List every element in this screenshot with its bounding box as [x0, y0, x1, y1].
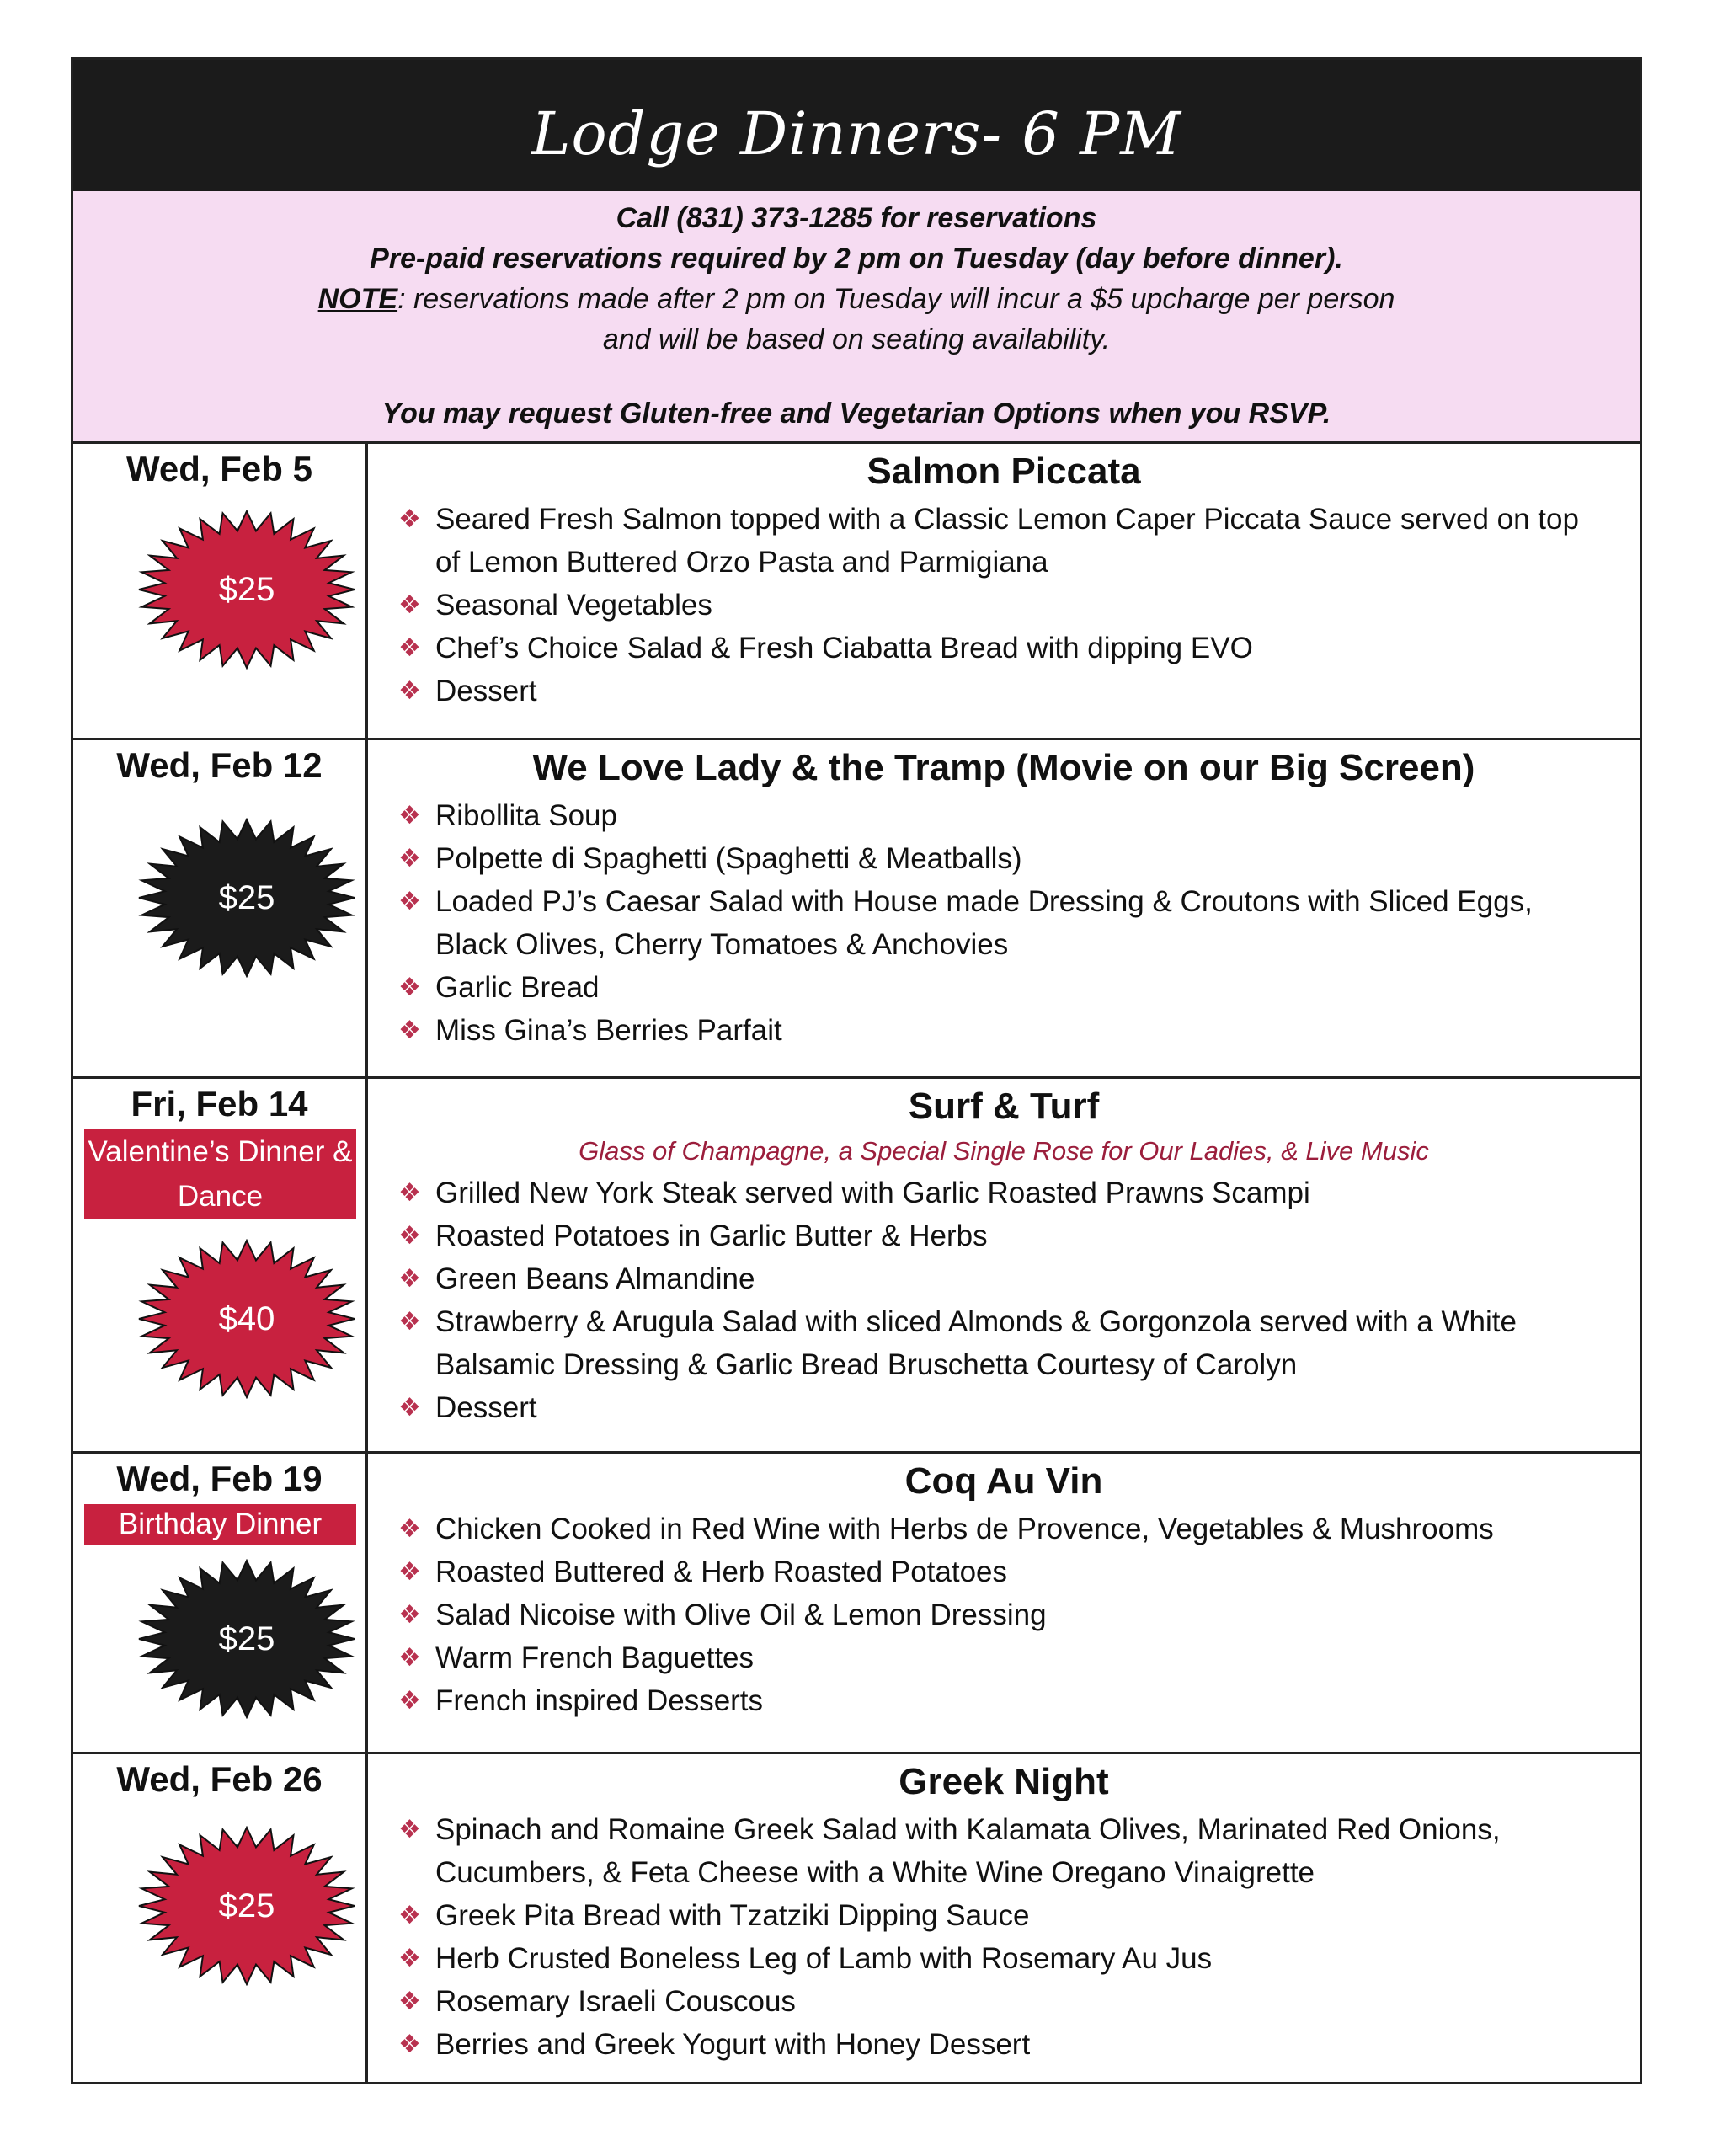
dinner-date: Wed, Feb 26	[116, 1759, 323, 1799]
list-item: ❖ Polpette di Spaghetti (Spaghetti & Meatballs)	[368, 837, 1640, 880]
bullet-icon: ❖	[398, 802, 421, 830]
bullet-icon: ❖	[398, 1816, 421, 1844]
dinner-date: Wed, Feb 5	[126, 449, 312, 488]
date-column	[73, 444, 368, 738]
list-item: ❖ Seasonal Vegetables	[368, 584, 1640, 627]
bullet-icon: ❖	[398, 1308, 421, 1336]
bullet-icon: ❖	[398, 1601, 421, 1629]
dish-title: Coq Au Vin	[904, 1460, 1103, 1502]
list-item: ❖ Strawberry & Arugula Salad with sliced Almonds & Gorgonzola served with a White Balsamic Dressing & Garlic Bread Bruschetta Courtesy of Carolyn	[368, 1300, 1640, 1386]
price-burst	[137, 1826, 356, 1986]
menu-items	[368, 1808, 1640, 2066]
prepaid-notice: Pre-paid reservations required by 2 pm on Tuesday (day before dinner).	[370, 243, 1343, 275]
list-item: ❖ Roasted Buttered & Herb Roasted Potatoes	[368, 1550, 1640, 1593]
reservation-phone: Call (831) 373-1285 for reservations	[616, 202, 1097, 234]
dinner-row	[73, 444, 1640, 740]
list-item: ❖ Berries and Greek Yogurt with Honey Dessert	[368, 2023, 1640, 2066]
dinner-date: Wed, Feb 19	[116, 1459, 323, 1498]
menu-sheet	[71, 57, 1642, 2084]
date-column	[73, 740, 368, 1076]
price-label: $40	[218, 1299, 275, 1337]
page-title: Lodge Dinners- 6 PM	[531, 99, 1181, 168]
dinner-row	[73, 1079, 1640, 1454]
list-item: ❖ Roasted Potatoes in Garlic Butter & Herbs	[368, 1214, 1640, 1257]
event-tag: Valentine’s Dinner & Dance	[84, 1129, 356, 1219]
dish-subtitle: Glass of Champagne, a Special Single Rose for Our Ladies, & Live Music	[579, 1136, 1429, 1166]
list-item: ❖ Herb Crusted Boneless Leg of Lamb with Rosemary Au Jus	[368, 1937, 1640, 1980]
price-burst	[137, 818, 356, 978]
bullet-icon: ❖	[398, 1644, 421, 1672]
list-item: ❖ Dessert	[368, 670, 1640, 712]
list-item: ❖ Green Beans Almandine	[368, 1257, 1640, 1300]
menu-column	[368, 1754, 1640, 2084]
list-item: ❖ Spinach and Romaine Greek Salad with Kalamata Olives, Marinated Red Onions, Cucumbers, & Feta Cheese with a White Wine Oregano Vinaigrette	[368, 1808, 1640, 1894]
bullet-icon: ❖	[398, 1945, 421, 1972]
list-item: ❖ Ribollita Soup	[368, 794, 1640, 837]
note-text: : reservations made after 2 pm on Tuesday will incur a $5 upcharge per person	[397, 283, 1395, 315]
bullet-icon: ❖	[398, 845, 421, 873]
dish-title: Salmon Piccata	[867, 451, 1141, 492]
price-burst	[137, 1239, 356, 1399]
dish-title: Surf & Turf	[908, 1086, 1100, 1127]
title-bar	[73, 60, 1640, 191]
list-item: ❖ Chicken Cooked in Red Wine with Herbs de Provence, Vegetables & Mushrooms	[368, 1508, 1640, 1550]
list-item: ❖ Seared Fresh Salmon topped with a Classic Lemon Caper Piccata Sauce served on top of Lemon Buttered Orzo Pasta and Parmigiana	[368, 498, 1640, 584]
dinner-date: Wed, Feb 12	[116, 745, 323, 785]
list-item: ❖ Greek Pita Bread with Tzatziki Dipping Sauce	[368, 1894, 1640, 1937]
list-item: ❖ French inspired Desserts	[368, 1679, 1640, 1722]
bullet-icon: ❖	[398, 2031, 421, 2058]
bullet-icon: ❖	[398, 974, 421, 1001]
date-column	[73, 1454, 368, 1752]
menu-column	[368, 740, 1640, 1076]
note-label: NOTE	[317, 283, 398, 315]
bullet-icon: ❖	[398, 505, 421, 533]
bullet-icon: ❖	[398, 634, 421, 662]
price-label: $25	[218, 1886, 275, 1924]
bullet-icon: ❖	[398, 1902, 421, 1929]
dish-title: Greek Night	[899, 1761, 1109, 1802]
menu-column	[368, 1079, 1640, 1451]
dish-title: We Love Lady & the Tramp (Movie on our Big Screen)	[532, 747, 1475, 788]
dinner-row	[73, 1454, 1640, 1754]
dinner-date: Fri, Feb 14	[131, 1084, 308, 1123]
upcharge-note	[73, 279, 1640, 319]
menu-items	[368, 498, 1640, 712]
date-column	[73, 1079, 368, 1451]
list-item: ❖ Salad Nicoise with Olive Oil & Lemon Dressing	[368, 1593, 1640, 1636]
list-item: ❖ Rosemary Israeli Couscous	[368, 1980, 1640, 2023]
bullet-icon: ❖	[398, 1687, 421, 1715]
bullet-icon: ❖	[398, 1394, 421, 1422]
list-item: ❖ Chef’s Choice Salad & Fresh Ciabatta Bread with dipping EVO	[368, 627, 1640, 670]
bullet-icon: ❖	[398, 888, 421, 915]
menu-column	[368, 1454, 1640, 1752]
menu-items	[368, 1508, 1640, 1722]
price-label: $25	[218, 878, 275, 916]
menu-items	[368, 1171, 1640, 1429]
menu-items	[368, 794, 1640, 1052]
dinner-row	[73, 1754, 1640, 2084]
list-item: ❖ Loaded PJ’s Caesar Salad with House made Dressing & Croutons with Sliced Eggs, Black Olives, Cherry Tomatoes & Anchovies	[368, 880, 1640, 966]
list-item: ❖ Miss Gina’s Berries Parfait	[368, 1009, 1640, 1052]
price-label: $25	[218, 570, 275, 608]
bullet-icon: ❖	[398, 591, 421, 619]
bullet-icon: ❖	[398, 1988, 421, 2015]
list-item: ❖ Grilled New York Steak served with Garlic Roasted Prawns Scampi	[368, 1171, 1640, 1214]
event-tag: Birthday Dinner	[84, 1504, 356, 1545]
price-burst	[137, 1559, 356, 1719]
date-column	[73, 1754, 368, 2084]
price-burst	[137, 510, 356, 670]
note-text-continued: and will be based on seating availability.	[602, 323, 1111, 355]
bullet-icon: ❖	[398, 1017, 421, 1044]
bullet-icon: ❖	[398, 677, 421, 705]
list-item: ❖ Garlic Bread	[368, 966, 1640, 1009]
price-label: $25	[218, 1620, 275, 1657]
bullet-icon: ❖	[398, 1265, 421, 1293]
dinner-row	[73, 740, 1640, 1079]
bullet-icon: ❖	[398, 1179, 421, 1207]
bullet-icon: ❖	[398, 1222, 421, 1250]
list-item: ❖ Dessert	[368, 1386, 1640, 1429]
list-item: ❖ Warm French Baguettes	[368, 1636, 1640, 1679]
menu-column	[368, 444, 1640, 738]
reservation-info	[73, 191, 1640, 444]
bullet-icon: ❖	[398, 1558, 421, 1586]
bullet-icon: ❖	[398, 1515, 421, 1543]
dietary-options: You may request Gluten-free and Vegetarian Options when you RSVP.	[381, 398, 1331, 430]
